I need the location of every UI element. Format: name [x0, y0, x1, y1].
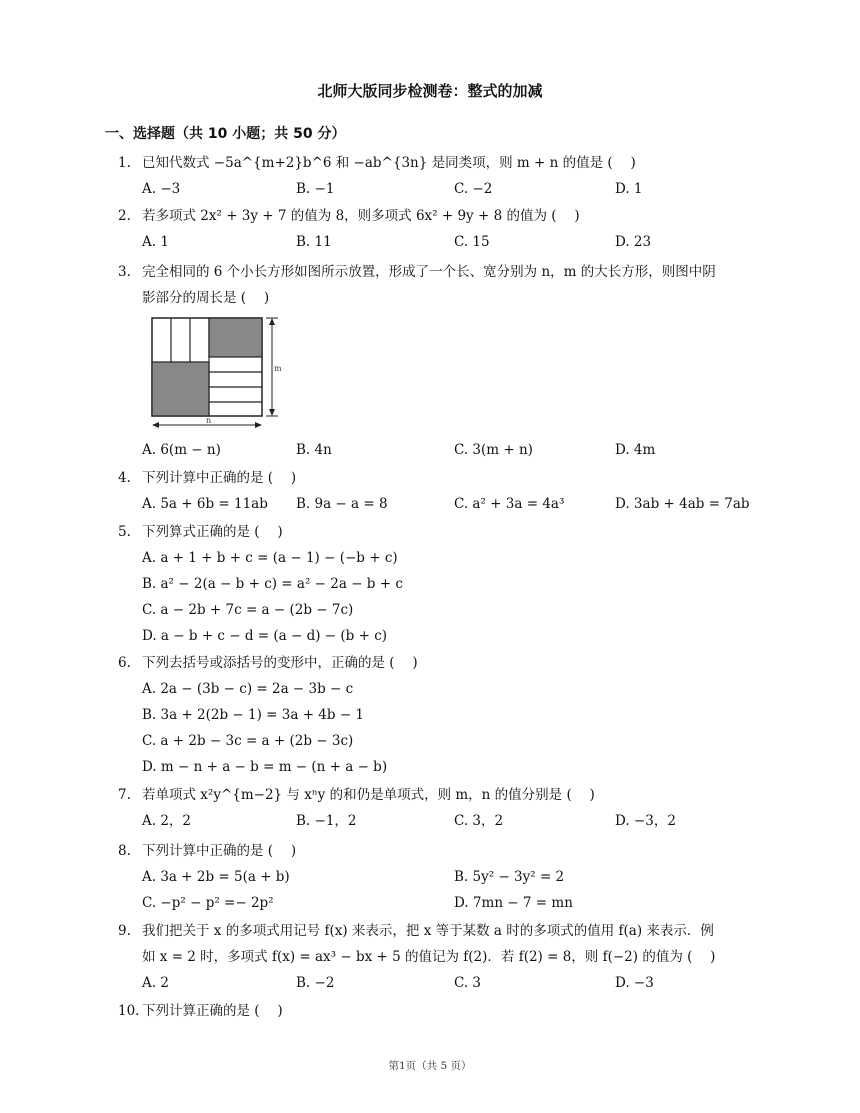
question-stem: 下列去括号或添括号的变形中，正确的是	[142, 655, 385, 671]
option-d: D. a − b + c − d = (a − d) − (b + c)	[142, 628, 388, 644]
option-b: B. 9a − a = 8	[296, 496, 388, 512]
option-a: A. 2	[142, 975, 169, 991]
option-c: C. a − 2b + 7c = a − (2b − 7c)	[142, 602, 354, 618]
question-3	[118, 259, 768, 311]
option-d: D. 1	[615, 181, 643, 197]
label-m: m	[274, 364, 282, 373]
option-d: D. 4m	[615, 442, 656, 458]
option-b: B. −2	[296, 975, 335, 991]
rectangle-figure	[146, 313, 286, 433]
answer-paren: ( )	[254, 524, 283, 540]
option-b: B. −1	[296, 181, 335, 197]
section-heading: 一、选择题（共 10 小题；共 50 分）	[105, 126, 346, 142]
question-number: 7.	[118, 787, 131, 803]
answer-paren: ( )	[551, 208, 580, 224]
option-c: C. −2	[454, 181, 493, 197]
question-9	[118, 918, 768, 996]
option-d: D. −3，2	[615, 813, 676, 829]
question-10	[118, 998, 768, 1024]
option-d: D. 7mn − 7 = mn	[454, 895, 573, 911]
question-6	[118, 650, 768, 780]
question-number: 10.	[118, 1003, 140, 1019]
option-a: A. a + 1 + b + c = (a − 1) − (−b + c)	[142, 550, 398, 566]
question-stem-cont: 如 x = 2 时，多项式 f(x) = ax³ − bx + 5 的值记为 f(2)．若 f(2) = 8，则 f(−2) 的值为	[142, 949, 683, 965]
answer-paren: ( )	[254, 1003, 283, 1019]
option-b: B. 4n	[296, 442, 332, 458]
shaded-region-bottom-left	[152, 362, 209, 416]
question-1	[118, 150, 768, 202]
option-b: B. −1，2	[296, 813, 357, 829]
option-a: A. 6(m − n)	[142, 442, 221, 458]
question-stem: 我们把关于 x 的多项式用记号 f(x) 来表示，把 x 等于某数 a 时的多项式的值用 f(a) 来表示．例	[142, 923, 714, 939]
option-b: B. a² − 2(a − b + c) = a² − 2a − b + c	[142, 576, 403, 592]
option-a: A. −3	[142, 181, 181, 197]
question-stem: 下列计算中正确的是	[142, 843, 264, 859]
question-number: 9.	[118, 923, 131, 939]
question-stem-cont: 影部分的周长是	[142, 290, 237, 306]
question-stem: 完全相同的 6 个小长方形如图所示放置，形成了一个长、宽分别为 n，m 的大长方形，则图中阴	[142, 264, 716, 280]
question-number: 5.	[118, 524, 131, 540]
option-c: C. 3	[454, 975, 482, 991]
option-b: B. 3a + 2(2b − 1) = 3a + 4b − 1	[142, 707, 365, 723]
option-a: A. 2，2	[142, 813, 192, 829]
answer-paren: ( )	[607, 155, 636, 171]
answer-paren: ( )	[267, 470, 297, 486]
answer-paren: ( )	[687, 949, 716, 965]
option-b: B. 5y² − 3y² = 2	[454, 869, 565, 885]
answer-paren: ( )	[240, 290, 270, 306]
question-number: 4.	[118, 470, 131, 486]
shaded-region-top-right	[209, 318, 262, 357]
question-number: 2.	[118, 208, 131, 224]
question-3-options	[118, 437, 768, 463]
option-d: D. 23	[615, 234, 652, 250]
question-number: 1.	[118, 155, 131, 171]
question-8	[118, 838, 768, 916]
option-d: D. 3ab + 4ab = 7ab	[615, 496, 750, 512]
option-b: B. 11	[296, 234, 332, 250]
answer-paren: ( )	[566, 787, 595, 803]
question-5	[118, 519, 768, 649]
question-4	[118, 465, 768, 517]
option-c: C. 15	[454, 234, 490, 250]
option-c: C. 3(m + n)	[454, 442, 533, 458]
label-n: n	[206, 416, 212, 425]
question-stem: 已知代数式 −5a^{m+2}b^6 和 −ab^{3n} 是同类项，则 m + n 的值是	[142, 155, 604, 171]
option-a: A. 3a + 2b = 5(a + b)	[142, 869, 290, 885]
option-c: C. 3，2	[454, 813, 504, 829]
option-c: C. a² + 3a = 4a³	[454, 496, 565, 512]
option-a: A. 2a − (3b − c) = 2a − 3b − c	[142, 681, 354, 697]
question-stem: 若多项式 2x² + 3y + 7 的值为 8，则多项式 6x² + 9y + 8 的值为	[142, 208, 547, 224]
option-c: C. −p² − p² =− 2p²	[142, 895, 274, 911]
answer-paren: ( )	[389, 655, 418, 671]
question-stem: 下列计算中正确的是	[142, 470, 264, 486]
question-2	[118, 203, 768, 255]
question-number: 8.	[118, 843, 131, 859]
question-7	[118, 782, 768, 834]
option-a: A. 1	[142, 234, 169, 250]
option-d: D. m − n + a − b = m − (n + a − b)	[142, 759, 388, 775]
option-a: A. 5a + 6b = 11ab	[142, 496, 268, 512]
question-number: 6.	[118, 655, 131, 671]
option-c: C. a + 2b − 3c = a + (2b − 3c)	[142, 733, 354, 749]
question-stem: 下列计算正确的是	[142, 1003, 250, 1019]
page-footer: 第1页（共 5 页）	[388, 1060, 472, 1072]
question-stem: 下列算式正确的是	[142, 524, 250, 540]
option-d: D. −3	[615, 975, 654, 991]
page-title: 北师大版同步检测卷：整式的加减	[317, 82, 543, 100]
question-number: 3.	[118, 264, 131, 280]
answer-paren: ( )	[267, 843, 297, 859]
question-stem: 若单项式 x²y^{m−2} 与 xⁿy 的和仍是单项式，则 m，n 的值分别是	[142, 787, 563, 803]
